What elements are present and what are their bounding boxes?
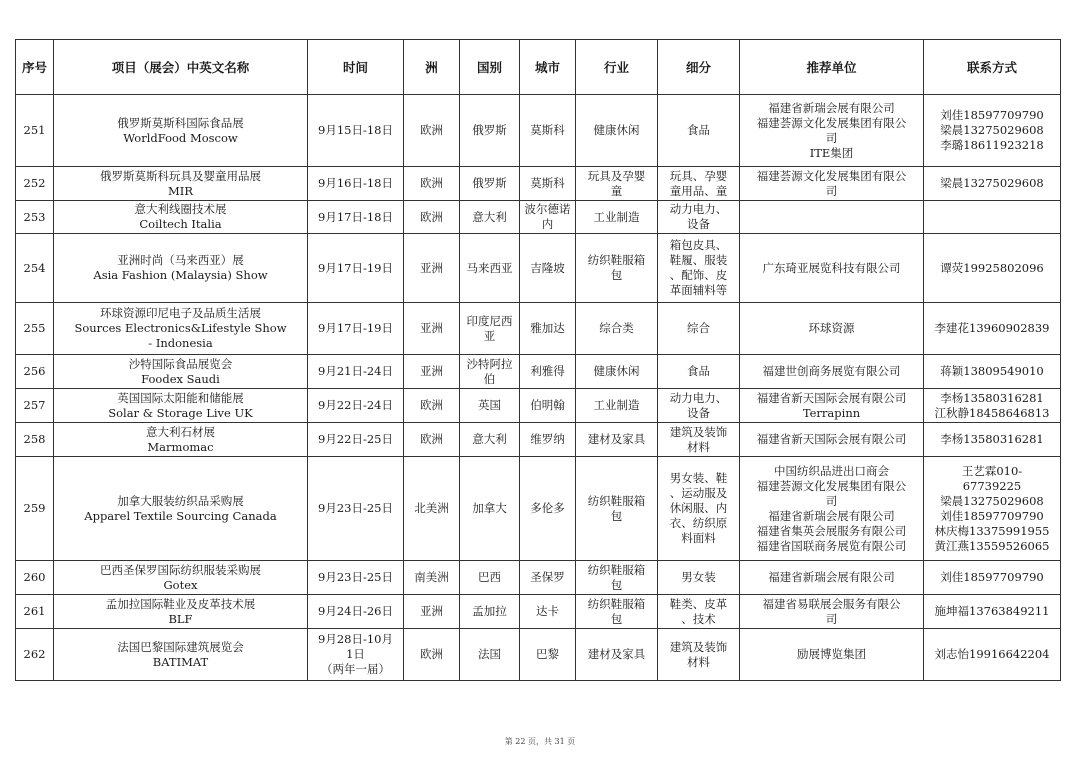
subcategory <box>658 629 740 681</box>
subcategory-line: 建筑及装饰 <box>669 639 728 654</box>
subcategory <box>658 303 740 355</box>
exhibition-name-cn: 法国巴黎国际建筑展览会 <box>117 639 244 654</box>
exhibition-time-line: 9月15日-18日 <box>318 123 393 137</box>
table-header-row <box>16 40 1061 95</box>
exhibition-name <box>54 457 308 561</box>
contact-info-line: 刘志怡19916642204 <box>934 647 1050 661</box>
recommending-unit-line: 福建省新瑞会展有限公司 <box>768 508 895 523</box>
exhibition-name-cn: 意大利石材展 <box>146 424 215 439</box>
continent: 亚洲 <box>404 303 460 355</box>
country-line: 巴西 <box>478 570 501 584</box>
header-time: 时间 <box>308 40 404 95</box>
exhibition-time-line: 9月22日-24日 <box>318 398 393 412</box>
exhibition-name-en: Apparel Textile Sourcing Canada <box>84 508 277 523</box>
subcategory-line: 玩具、孕婴 <box>669 168 728 183</box>
continent: 欧洲 <box>404 423 460 457</box>
subcategory-line: 革面辅料等 <box>669 283 728 297</box>
recommending-unit-line: 中国纺织品进出口商会 <box>774 463 889 478</box>
subcategory-line: 食品 <box>687 364 710 378</box>
city-line: 吉隆坡 <box>530 260 565 275</box>
exhibition-name-cn: 亚洲时尚（马来西亚）展 <box>117 253 244 267</box>
contact-info-line: 李建花13960902839 <box>934 321 1050 335</box>
subcategory-line: 料面料 <box>681 531 716 545</box>
contact-info-line: 蒋颖13809549010 <box>940 364 1044 378</box>
recommending-unit-line: Terrapinn <box>802 405 861 420</box>
contact-info-line: 谭荧19925802096 <box>940 260 1044 275</box>
subcategory-line: 衣、纺织原 <box>669 516 728 530</box>
subcategory-line: 箱包皮具、 <box>669 238 728 252</box>
recommending-unit-line: 司 <box>825 130 838 145</box>
country-line: 意大利 <box>472 209 507 224</box>
subcategory-line: 童用品、童 <box>669 183 728 198</box>
industry <box>576 389 658 423</box>
city <box>520 303 576 355</box>
contact-info <box>924 561 1061 595</box>
contact-info-line: 李杨13580316281 <box>940 390 1044 405</box>
exhibition-time <box>308 457 404 561</box>
exhibition-name <box>54 167 308 201</box>
header-contact: 联系方式 <box>924 40 1061 95</box>
city <box>520 389 576 423</box>
contact-info <box>924 234 1061 303</box>
exhibition-time-line: 9月24日-26日 <box>318 604 393 618</box>
recommending-unit-line: 福建荟源文化发展集团有限公 <box>756 478 907 493</box>
industry-line: 健康休闲 <box>593 364 640 378</box>
exhibition-name-cn: 意大利线圈技术展 <box>134 202 227 216</box>
exhibition-name <box>54 201 308 234</box>
table-row <box>16 389 1061 423</box>
city-line: 波尔德诺 <box>524 202 571 216</box>
recommending-unit <box>740 595 924 629</box>
exhibition-name <box>54 423 308 457</box>
country <box>460 561 520 595</box>
exhibition-name-en: Coiltech Italia <box>139 217 222 231</box>
city <box>520 355 576 389</box>
country-line: 沙特阿拉 <box>466 356 513 371</box>
subcategory-line: 、配饰、皮 <box>669 268 728 282</box>
table-row <box>16 423 1061 457</box>
exhibition-time-line: 9月16日-18日 <box>318 176 393 190</box>
industry <box>576 355 658 389</box>
subcategory-line: 休闲服、内 <box>669 501 728 515</box>
country-line: 马来西亚 <box>466 260 513 275</box>
recommending-unit <box>740 561 924 595</box>
row-number: 261 <box>16 595 54 629</box>
contact-info-line: 李璐18611923218 <box>940 138 1044 152</box>
country <box>460 95 520 167</box>
subcategory-line: 综合 <box>687 321 710 335</box>
row-number: 253 <box>16 201 54 234</box>
exhibition-time <box>308 95 404 167</box>
subcategory-line: 鞋类、皮革 <box>669 596 728 611</box>
city-line: 雅加达 <box>530 321 565 335</box>
city <box>520 457 576 561</box>
continent: 欧洲 <box>404 95 460 167</box>
exhibition-name <box>54 561 308 595</box>
header-no: 序号 <box>16 40 54 95</box>
subcategory-line: 食品 <box>687 123 710 137</box>
row-number: 251 <box>16 95 54 167</box>
exhibition-name-en: BATIMAT <box>152 654 209 669</box>
continent: 亚洲 <box>404 595 460 629</box>
table-row <box>16 303 1061 355</box>
country-line: 法国 <box>478 647 501 661</box>
recommending-unit-line: 司 <box>825 493 838 508</box>
row-number: 262 <box>16 629 54 681</box>
country-line: 印度尼西 <box>466 313 513 328</box>
contact-info <box>924 457 1061 561</box>
city-line: 内 <box>541 217 554 231</box>
country-line: 俄罗斯 <box>472 123 507 137</box>
subcategory-line: 材料 <box>687 439 710 454</box>
country <box>460 303 520 355</box>
header-industry: 行业 <box>576 40 658 95</box>
subcategory <box>658 201 740 234</box>
exhibition-time <box>308 595 404 629</box>
recommending-unit-line: 福建荟源文化发展集团有限公 <box>756 115 907 130</box>
subcategory-line: 动力电力、 <box>669 202 728 216</box>
country-line: 英国 <box>478 398 501 412</box>
recommending-unit <box>740 303 924 355</box>
recommending-unit-line: 福建省易联展会服务有限公 <box>762 596 901 611</box>
contact-info-line: 梁晨13275029608 <box>940 123 1044 137</box>
header-country: 国别 <box>460 40 520 95</box>
subcategory <box>658 355 740 389</box>
city <box>520 95 576 167</box>
subcategory <box>658 423 740 457</box>
city-line: 巴黎 <box>536 647 559 661</box>
industry <box>576 561 658 595</box>
subcategory-line: 动力电力、 <box>669 390 728 405</box>
exhibition-name-en: MIR <box>168 183 193 198</box>
recommending-unit-line: 福建荟源文化发展集团有限公 <box>756 168 907 183</box>
subcategory-line: 设备 <box>687 405 710 420</box>
recommending-unit-line: 福建省国联商务展览有限公司 <box>756 538 907 553</box>
exhibition-name-cn: 环球资源印尼电子及品质生活展 <box>100 306 261 320</box>
contact-info-line: 梁晨13275029608 <box>940 176 1044 190</box>
exhibition-name-cn: 孟加拉国际鞋业及皮革技术展 <box>105 596 256 611</box>
exhibition-time <box>308 561 404 595</box>
city <box>520 167 576 201</box>
recommending-unit-line: ITE集团 <box>809 145 854 160</box>
table-row <box>16 201 1061 234</box>
country <box>460 595 520 629</box>
recommending-unit <box>740 389 924 423</box>
contact-info <box>924 355 1061 389</box>
continent: 北美洲 <box>404 457 460 561</box>
table-row <box>16 355 1061 389</box>
exhibition-time-line: 9月21日-24日 <box>318 364 393 378</box>
country <box>460 167 520 201</box>
exhibition-time <box>308 355 404 389</box>
contact-info-line: 李杨13580316281 <box>940 432 1044 446</box>
industry-line: 童 <box>610 183 623 198</box>
country <box>460 355 520 389</box>
exhibition-name-en: WorldFood Moscow <box>123 130 238 145</box>
continent: 亚洲 <box>404 234 460 303</box>
table-row <box>16 629 1061 681</box>
exhibition-time <box>308 303 404 355</box>
exhibition-name-cn: 巴西圣保罗国际纺织服装采购展 <box>100 562 261 577</box>
country <box>460 423 520 457</box>
row-number: 257 <box>16 389 54 423</box>
exhibition-time <box>308 629 404 681</box>
industry-line: 包 <box>610 577 623 592</box>
exhibition-name-en: BLF <box>168 611 193 626</box>
header-city: 城市 <box>520 40 576 95</box>
recommending-unit <box>740 234 924 303</box>
country-line: 俄罗斯 <box>472 176 507 190</box>
contact-info-line: 刘佳18597709790 <box>940 508 1044 523</box>
table-row <box>16 95 1061 167</box>
subcategory <box>658 457 740 561</box>
table-row <box>16 457 1061 561</box>
industry-line: 工业制造 <box>593 209 640 224</box>
continent: 欧洲 <box>404 629 460 681</box>
row-number: 260 <box>16 561 54 595</box>
industry <box>576 457 658 561</box>
industry <box>576 95 658 167</box>
subcategory-line: 建筑及装饰 <box>669 424 728 439</box>
recommending-unit <box>740 423 924 457</box>
recommending-unit-line: 司 <box>825 611 838 626</box>
row-number: 252 <box>16 167 54 201</box>
country-line: 加拿大 <box>472 501 507 515</box>
exhibition-name <box>54 234 308 303</box>
city-line: 圣保罗 <box>530 570 565 584</box>
exhibition-name-cn: 俄罗斯莫斯科国际食品展 <box>117 115 244 130</box>
industry <box>576 201 658 234</box>
subcategory <box>658 234 740 303</box>
city <box>520 201 576 234</box>
subcategory-line: 男女装 <box>681 570 716 584</box>
subcategory <box>658 561 740 595</box>
exhibition-table <box>15 39 1061 681</box>
continent: 欧洲 <box>404 389 460 423</box>
table-row <box>16 167 1061 201</box>
contact-info-line: 施坤福13763849211 <box>934 604 1050 618</box>
recommending-unit-line: 环球资源 <box>808 321 855 335</box>
country-line: 伯 <box>483 371 496 386</box>
exhibition-name-en: Asia Fashion (Malaysia) Show <box>93 268 268 282</box>
exhibition-name-cn: 俄罗斯莫斯科玩具及婴童用品展 <box>100 168 261 183</box>
industry <box>576 167 658 201</box>
recommending-unit-line: 福建省集英会展服务有限公司 <box>756 523 907 538</box>
recommending-unit-line: 福建世创商务展览有限公司 <box>762 364 901 378</box>
exhibition-time <box>308 167 404 201</box>
exhibition-name-en: Gotex <box>163 577 198 592</box>
city-line: 伯明翰 <box>530 398 565 412</box>
country <box>460 389 520 423</box>
city-line: 利雅得 <box>530 364 565 378</box>
exhibition-name <box>54 629 308 681</box>
exhibition-time-line: 9月17日-18日 <box>318 209 393 224</box>
industry-line: 建材及家具 <box>587 432 646 446</box>
city <box>520 561 576 595</box>
city-line: 多伦多 <box>530 501 565 515</box>
exhibition-time <box>308 234 404 303</box>
contact-info <box>924 95 1061 167</box>
recommending-unit <box>740 355 924 389</box>
table-body <box>16 95 1061 681</box>
exhibition-name-en: Sources Electronics&Lifestyle Show <box>74 321 287 335</box>
city-line: 达卡 <box>536 604 559 618</box>
recommending-unit-line: 福建省新瑞会展有限公司 <box>768 570 895 584</box>
continent: 欧洲 <box>404 167 460 201</box>
exhibition-name-cn: 加拿大服装纺织品采购展 <box>117 493 244 508</box>
country <box>460 629 520 681</box>
industry-line: 工业制造 <box>593 398 640 412</box>
recommending-unit-line: 广东琦亚展览科技有限公司 <box>762 260 901 275</box>
exhibition-name-cn: 英国国际太阳能和储能展 <box>117 390 244 405</box>
contact-info-line: 林庆梅13375991955 <box>934 523 1050 538</box>
recommending-unit <box>740 457 924 561</box>
city-line: 维罗纳 <box>530 432 565 446</box>
contact-info-line: 刘佳18597709790 <box>940 108 1044 122</box>
exhibition-name-en: Foodex Saudi <box>141 371 220 386</box>
exhibition-name <box>54 303 308 355</box>
industry <box>576 423 658 457</box>
exhibition-time-line: 9月22日-25日 <box>318 432 393 446</box>
header-subcategory: 细分 <box>658 40 740 95</box>
page-footer: 第 22 页，共 31 页 <box>504 737 576 746</box>
recommending-unit-line: 司 <box>825 183 838 198</box>
header-continent: 洲 <box>404 40 460 95</box>
table-row <box>16 561 1061 595</box>
contact-info-line: 黄江燕13559526065 <box>934 538 1050 553</box>
exhibition-time <box>308 201 404 234</box>
contact-info-line: 刘佳18597709790 <box>940 570 1044 584</box>
row-number: 255 <box>16 303 54 355</box>
contact-info-line: 王艺霖010- <box>961 463 1023 478</box>
contact-info <box>924 595 1061 629</box>
industry-line: 包 <box>610 611 623 626</box>
contact-info <box>924 167 1061 201</box>
contact-info <box>924 201 1061 234</box>
continent: 欧洲 <box>404 201 460 234</box>
industry-line: 包 <box>610 508 623 523</box>
exhibition-name-en: Marmomac <box>147 439 214 454</box>
country <box>460 457 520 561</box>
subcategory-line: 鞋履、服装 <box>669 253 728 267</box>
contact-info <box>924 389 1061 423</box>
industry <box>576 303 658 355</box>
exhibition-time-line: 1日 <box>346 647 365 661</box>
subcategory-line: 、技术 <box>681 611 716 626</box>
industry-line: 纺织鞋服箱 <box>587 493 646 508</box>
subcategory <box>658 95 740 167</box>
recommending-unit <box>740 201 924 234</box>
exhibition-time <box>308 389 404 423</box>
continent: 亚洲 <box>404 355 460 389</box>
exhibition-name <box>54 595 308 629</box>
city-line: 莫斯科 <box>530 176 565 190</box>
exhibition-name-cn: 沙特国际食品展览会 <box>128 356 233 371</box>
subcategory <box>658 389 740 423</box>
subcategory-line: 设备 <box>687 217 710 231</box>
contact-info-line: 67739225 <box>962 478 1022 493</box>
country <box>460 234 520 303</box>
subcategory <box>658 595 740 629</box>
row-number: 256 <box>16 355 54 389</box>
exhibition-time-line: 9月28日-10月 <box>318 632 393 646</box>
recommending-unit-line: 励展博览集团 <box>797 647 866 661</box>
subcategory-line: 男女装、鞋 <box>669 471 728 485</box>
header-name: 项目（展会）中英文名称 <box>54 40 308 95</box>
contact-info-line: 梁晨13275029608 <box>940 493 1044 508</box>
industry-line: 纺织鞋服箱 <box>587 562 646 577</box>
row-number: 258 <box>16 423 54 457</box>
recommending-unit-line: 福建省新天国际会展有限公司 <box>756 432 907 446</box>
exhibition-time-line: 9月23日-25日 <box>318 570 393 584</box>
city <box>520 234 576 303</box>
recommending-unit <box>740 167 924 201</box>
industry-line: 纺织鞋服箱 <box>587 596 646 611</box>
exhibition-time-line: 9月17日-19日 <box>318 321 393 335</box>
header-recommender: 推荐单位 <box>740 40 924 95</box>
subcategory-line: 、运动服及 <box>669 486 728 500</box>
industry-line: 纺织鞋服箱 <box>587 253 646 267</box>
continent: 南美洲 <box>404 561 460 595</box>
exhibition-name <box>54 389 308 423</box>
exhibition-time-line: 9月17日-19日 <box>318 260 393 275</box>
row-number: 259 <box>16 457 54 561</box>
contact-info-line: 江秋静18458646813 <box>934 405 1050 420</box>
industry-line: 健康休闲 <box>593 123 640 137</box>
industry <box>576 629 658 681</box>
recommending-unit <box>740 629 924 681</box>
table-row <box>16 595 1061 629</box>
industry <box>576 234 658 303</box>
contact-info <box>924 423 1061 457</box>
subcategory-line: 材料 <box>687 654 710 669</box>
exhibition-name-en: - Indonesia <box>148 336 213 350</box>
contact-info <box>924 629 1061 681</box>
exhibition-time-line: 9月23日-25日 <box>318 501 393 515</box>
city <box>520 595 576 629</box>
exhibition-name <box>54 355 308 389</box>
country <box>460 201 520 234</box>
recommending-unit-line: 福建省新瑞会展有限公司 <box>768 100 895 115</box>
recommending-unit-line: 福建省新天国际会展有限公司 <box>756 390 907 405</box>
exhibition-name-en: Solar & Storage Live UK <box>108 405 253 420</box>
exhibition-time <box>308 423 404 457</box>
industry <box>576 595 658 629</box>
contact-info <box>924 303 1061 355</box>
industry-line: 综合类 <box>599 321 634 335</box>
exhibition-name <box>54 95 308 167</box>
row-number: 254 <box>16 234 54 303</box>
industry-line: 建材及家具 <box>587 647 646 661</box>
exhibition-time-line: （两年一届） <box>321 662 390 676</box>
country-line: 亚 <box>483 328 496 343</box>
city <box>520 423 576 457</box>
subcategory <box>658 167 740 201</box>
country-line: 孟加拉 <box>472 604 507 618</box>
industry-line: 包 <box>610 268 623 282</box>
recommending-unit <box>740 95 924 167</box>
country-line: 意大利 <box>472 432 507 446</box>
industry-line: 玩具及孕婴 <box>587 168 646 183</box>
table-row <box>16 234 1061 303</box>
city-line: 莫斯科 <box>530 123 565 137</box>
city <box>520 629 576 681</box>
